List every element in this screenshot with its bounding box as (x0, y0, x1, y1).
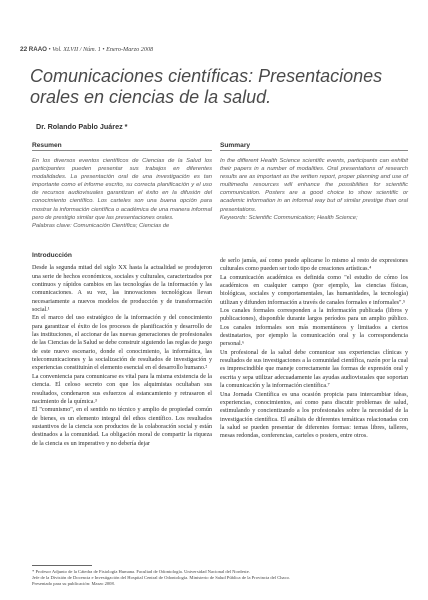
abstract-en-keywords: Keywords: Scientific Communication; Health Science; (220, 214, 358, 221)
abstract-heading-es: Resumen (32, 142, 62, 149)
abstract-es-keywords: Palabras clave: Comunicación Científica; Ciencias de (32, 222, 170, 229)
body-paragraph: Un profesional de la salud debe comunicar sus experiencias clínicas y resultados de sus investigaciones a la comunidad científica, razón por la cual es imprescindible que maneje correctamente las formas de expresión oral y escrita y sepa utilizar adecuadamente las ayudas audiovisuales que soportan la comunicación y la información científica.⁷ (220, 349, 408, 390)
footnotes (32, 569, 408, 587)
abstract-heading-en: Summary (220, 142, 251, 149)
footnote: Jefe de la División de Docencia e Investigación del Hospital Central de Odontología. Ministerio de Salud Pública de la Provincia del Chaco. (32, 575, 291, 580)
footnote: * Profesor Adjunto de la Cátedra de Fisiología Humana. Facultad de Odontología. Universidad Nacional del Nordeste. (32, 569, 250, 574)
body-paragraph: Una Jornada Científica es una ocasión propicia para intercambiar ideas, experiencias, conocimientos, así como para discutir problemas de salud, estimulando y concientizando a los profesionales sobre la necesidad de la investigación científica. El análisis de diferentes temáticas relacionadas con la salud se pueden presentar de diferentes formas: temas libres, talleres, mesas redondas, conferencias, carteles o posters, entre otros. (220, 391, 408, 440)
abstract-es (32, 157, 212, 230)
body-paragraph: Los canales formales corresponden a la información publicada (libros y publicaciones), disponible durante largos períodos para un amplio público. Los canales informales son más momentáneos y limitados a ciertos destinatarios, por ejemplo la comunicación oral y la correspondencia personal.⁶ (220, 308, 408, 348)
abstract-en (220, 157, 408, 222)
body-paragraph: La comunicación académica es definida como "el estudio de cómo los académicos en cualquier campo (por ejemplo, las ciencias físicas, biológicas, sociales y comportamentales, las humanidades, la tecnología) utilizan y difunden información a través de canales formales e informales".⁵ (220, 274, 408, 306)
body-paragraph: La conveniencia para comunicarse es vital para la misma existencia de la ciencia. El celoso secreto con que los alquimistas ocultaban sus resultados, condenaron sus esfuerzos al estancamiento y retrasaron el nacimiento de la química.³ (32, 373, 212, 405)
section-heading-introduction: Introducción (32, 252, 72, 259)
footnote-rule (32, 565, 92, 566)
article-author: Dr. Rolando Pablo Juárez * (36, 122, 128, 131)
abstract-es-text: En los diversos eventos científicos de Ciencias de la Salud los participantes pueden presentar sus trabajos en diferentes modalidades. La presentación oral de una investigación es tan importante como el informe escrito, su correcta planificación y el uso de recursos audiovisuales garantizan el éxito en la difusión del conocimiento científico. Los carteles son una buena opción para mostrar la información científica o académica de una manera informal pero de prestigio similar que las presentaciones orales. (32, 158, 212, 221)
footnote: Presentado para su publicación: Marzo 2008. (32, 581, 115, 586)
body-column-right (220, 257, 408, 441)
journal-page (20, 0, 412, 600)
abstract-rule-en (220, 150, 408, 151)
body-paragraph: En el marco del uso estratégico de la información y del conocimiento para garantizar el éxito de los procesos de planificación y desarrollo de las instituciones, el accionar de las nuevas generaciones de profesionales de las Ciencias de la Salud se debe construir siguiendo las reglas de juego de este nuevo escenario, donde el conocimiento, la informática, las telecomunicaciones y la socialización de resultados de investigación y experiencias constituirán el elemento esencial en el desarrollo humano.² (32, 315, 212, 372)
journal-name: RAAO (28, 46, 47, 53)
body-paragraph: de serlo jamás, así como puede aplicarse lo mismo al resto de expresiones culturales como pueden ser todo tipo de creaciones artísticas.⁴ (220, 258, 408, 273)
page-number: 22 (20, 46, 28, 53)
journal-volume: • Vol. XLVII / Núm. 1 • Enero-Marzo 2008 (48, 46, 154, 53)
abstract-rule-es (32, 150, 212, 151)
abstract-en-text: In the different Health Science scientific events, participants can exhibit their papers in a number of modalities. Oral presentations of research results are as important as the written report, proper planning and use of multimedia resources will enhance the possibilities for scientific communication. Posters are a good choice to show scientific or academic information in an informal way but of similar prestige than oral presentations. (220, 158, 408, 213)
body-column-left (32, 252, 212, 448)
body-paragraph: Desde la segunda mitad del siglo XX hasta la actualidad se produjeron una serie de hechos económicos, sociales y culturales, caracterizados por continuos y rápidos cambios en las tecnologías de la información y las comunicaciones. A su vez, las innovaciones tecnológicas llevan necesariamente a nuevos modelos de producción y de transformación social.¹ (32, 265, 212, 314)
body-paragraph: El "comunismo", en el sentido no técnico y amplio de propiedad común de bienes, es un elemento integral del ethos científico. Los resultados sustantivos de la ciencia son productos de la colaboración social y están destinados a la comunidad. La obligación moral de compartir la riqueza de la ciencia es un imperativo y no debería dejar (32, 407, 212, 447)
article-title: Comunicaciones científicas: Presentaciones orales en ciencias de la salud. (30, 66, 383, 107)
running-head (20, 46, 412, 53)
